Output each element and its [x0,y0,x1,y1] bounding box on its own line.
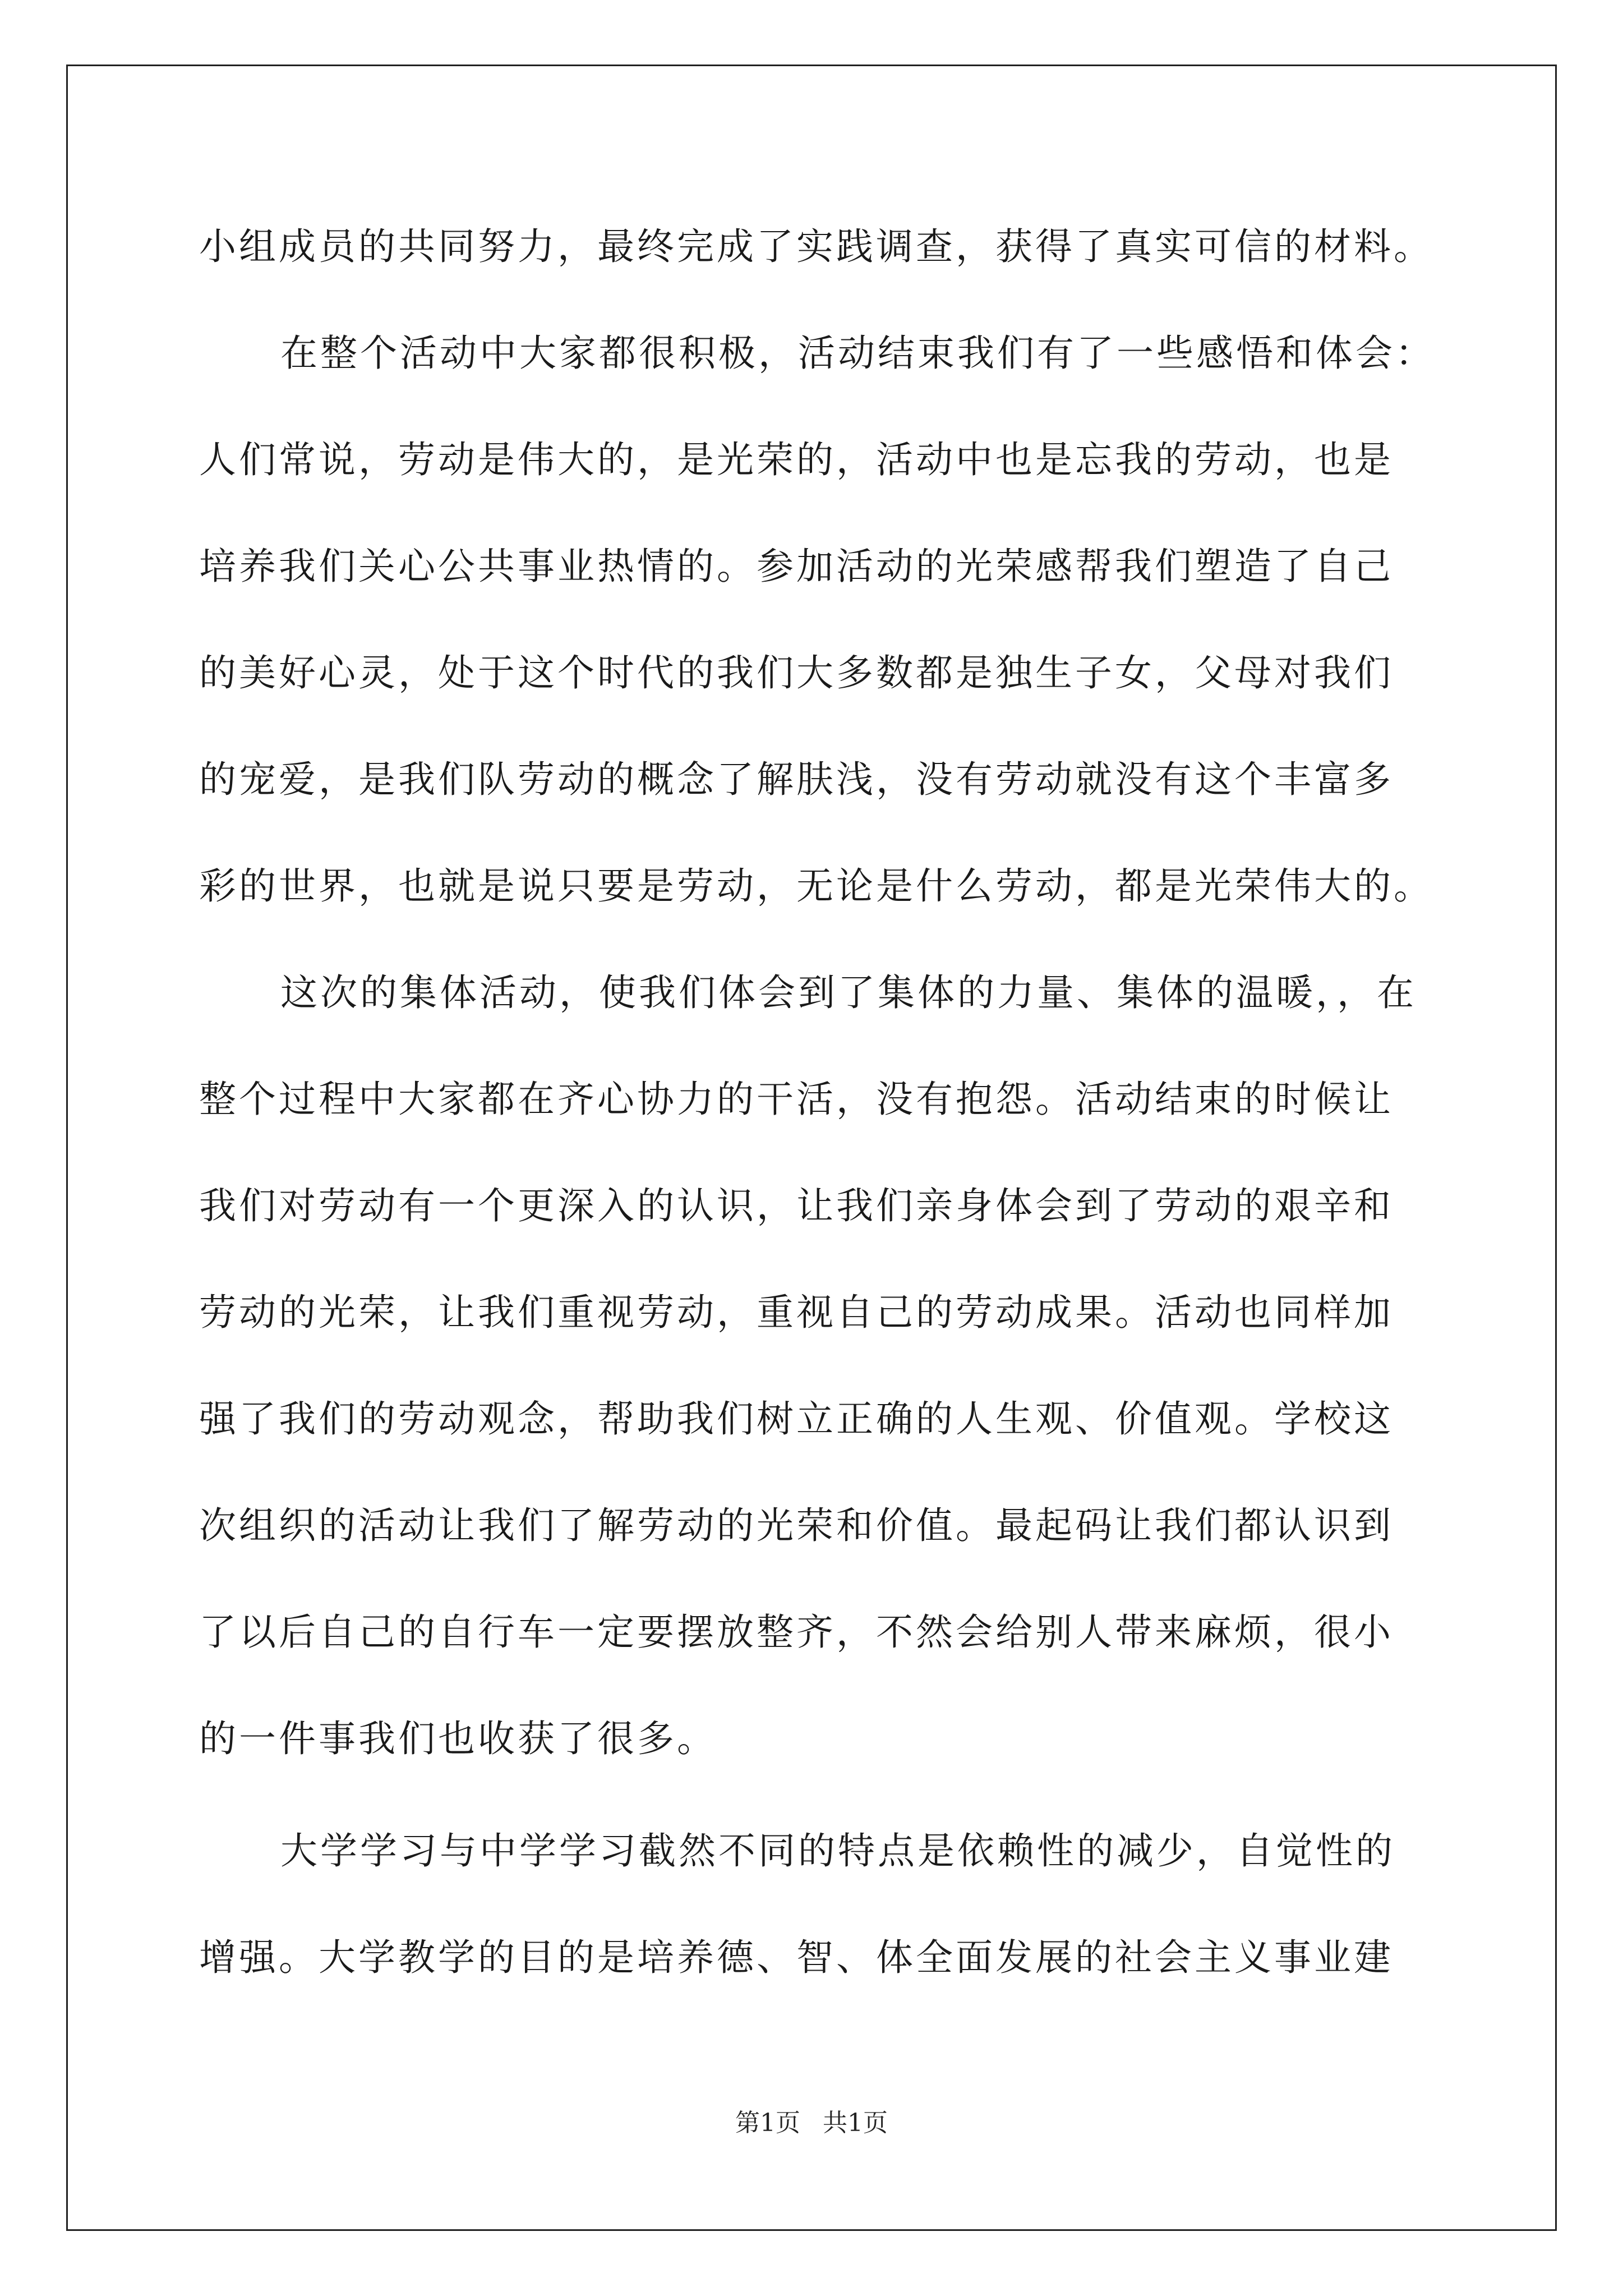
document-body [199,202,1433,2019]
text-line: 彩的世界，也就是说只要是劳动，无论是什么劳动，都是光荣伟大的。 [199,864,1433,908]
text-line: 人们常说，劳动是伟大的，是光荣的，活动中也是忘我的劳动，也是 [199,438,1394,481]
page-number: 第1页 [735,2109,800,2137]
text-line: 的宠爱，是我们队劳动的概念了解肤浅，没有劳动就没有这个丰富多 [199,758,1394,801]
text-line: 小组成员的共同努力，最终完成了实践调查，获得了真实可信的材料。 [199,225,1433,268]
text-line: 劳动的光荣，让我们重视劳动，重视自己的劳动成果。活动也同样加 [199,1291,1394,1334]
text-line: 我们对劳动有一个更深入的认识，让我们亲身体会到了劳动的艰辛和 [199,1184,1394,1227]
page-footer [0,2106,1623,2140]
text-line: 的一件事我们也收获了很多。 [199,1717,717,1760]
paragraph-start-line: 大学学习与中学学习截然不同的特点是依赖性的减少，自觉性的 [280,1829,1395,1872]
text-line: 强了我们的劳动观念，帮助我们树立正确的人生观、价值观。学校这 [199,1397,1394,1441]
text-line: 培养我们关心公共事业热情的。参加活动的光荣感帮我们塑造了自己 [199,545,1394,588]
text-line: 的美好心灵，处于这个时代的我们大多数都是独生子女，父母对我们 [199,651,1394,694]
text-line: 整个过程中大家都在齐心协力的干活，没有抱怨。活动结束的时候让 [199,1078,1394,1121]
paragraph-start-line: 在整个活动中大家都很积极，活动结束我们有了一些感悟和体会： [280,332,1435,375]
text-line: 增强。大学教学的目的是培养德、智、体全面发展的社会主义事业建 [199,1936,1394,1979]
text-line: 了以后自己的自行车一定要摆放整齐，不然会给别人带来麻烦，很小 [199,1611,1394,1654]
page-total: 共1页 [823,2109,888,2137]
paragraph-start-line: 这次的集体活动，使我们体会到了集体的力量、集体的温暖，，在 [280,971,1417,1014]
text-line: 次组织的活动让我们了解劳动的光荣和价值。最起码让我们都认识到 [199,1504,1394,1547]
